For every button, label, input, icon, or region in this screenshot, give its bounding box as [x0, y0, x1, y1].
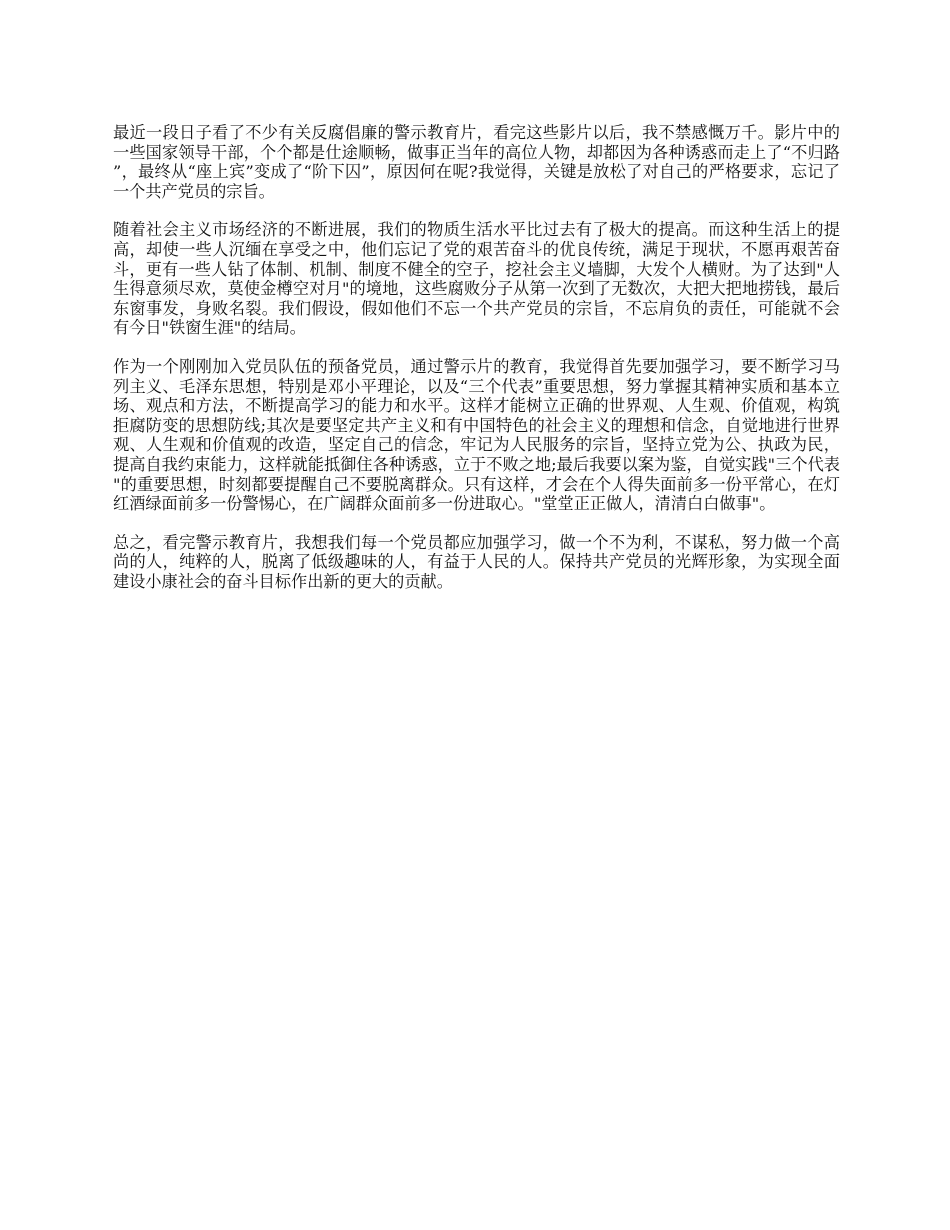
document-body	[113, 123, 840, 610]
paragraph-4: 总之，看完警示教育片，我想我们每一个党员都应加强学习，做一个不为利，不谋私，努力做一个高尚的人，纯粹的人，脱离了低级趣味的人，有益于人民的人。保持共产党员的光辉形象，为实现全面建设小康社会的奋斗目标作出新的更大的贡献。	[113, 532, 840, 591]
paragraph-1: 最近一段日子看了不少有关反腐倡廉的警示教育片，看完这些影片以后，我不禁感慨万千。影片中的一些国家领导干部，个个都是仕途顺畅，做事正当年的高位人物，却都因为各种诱惑而走上了“不归路”，最终从“座上宾”变成了“阶下囚”，原因何在呢?我觉得，关键是放松了对自己的严格要求，忘记了一个共产党员的宗旨。	[113, 123, 840, 201]
paragraph-3: 作为一个刚刚加入党员队伍的预备党员，通过警示片的教育，我觉得首先要加强学习，要不断学习马列主义、毛泽东思想，特别是邓小平理论，以及“三个代表”重要思想，努力掌握其精神实质和基本立场、观点和方法，不断提高学习的能力和水平。这样才能树立正确的世界观、人生观、价值观，构筑拒腐防变的思想防线;其次是要坚定共产主义和有中国特色的社会主义的理想和信念，自觉地进行世界观、人生观和价值观的改造，坚定自己的信念，牢记为人民服务的宗旨，坚持立党为公、执政为民，提高自我约束能力，这样就能抵御住各种诱惑，立于不败之地;最后我要以案为鉴，自觉实践"三个代表"的重要思想，时刻都要提醒自己不要脱离群众。只有这样，才会在个人得失面前多一份平常心，在灯红酒绿面前多一份警惕心，在广阔群众面前多一份进取心。"堂堂正正做人，清清白白做事"。	[113, 356, 840, 514]
paragraph-2: 随着社会主义市场经济的不断进展，我们的物质生活水平比过去有了极大的提高。而这种生活上的提高，却使一些人沉缅在享受之中，他们忘记了党的艰苦奋斗的优良传统，满足于现状，不愿再艰苦奋斗，更有一些人钻了体制、机制、制度不健全的空子，挖社会主义墙脚，大发个人横财。为了达到"人生得意须尽欢，莫使金樽空对月"的境地，这些腐败分子从第一次到了无数次，大把大把地捞钱，最后东窗事发，身败名裂。我们假设，假如他们不忘一个共产党员的宗旨，不忘肩负的责任，可能就不会有今日"铁窗生涯"的结局。	[113, 220, 840, 338]
